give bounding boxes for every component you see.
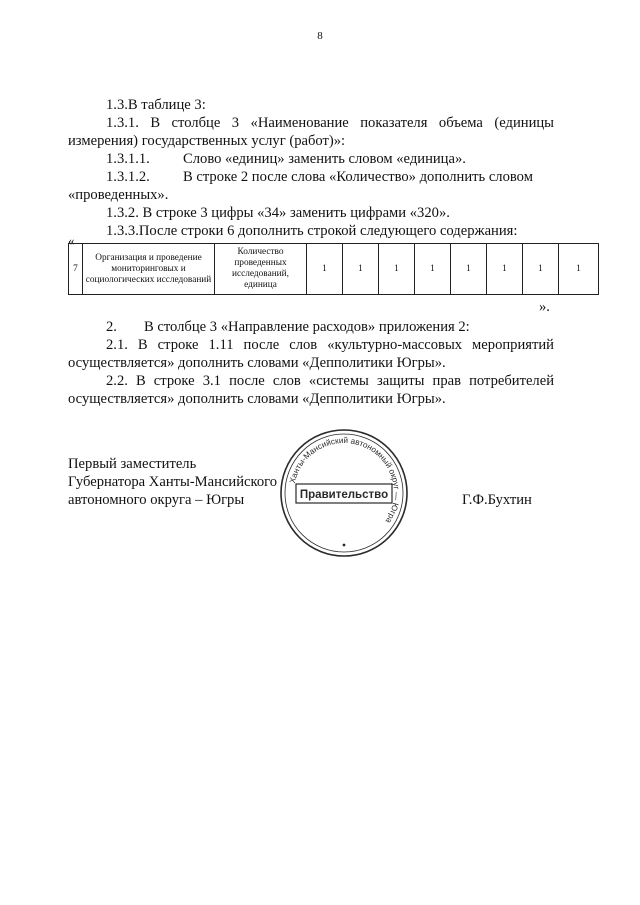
para-2-1-cont: осуществляется» дополнить словами «Депполитики Югры». <box>68 355 446 371</box>
para-1-3-1-1-number: 1.3.1.1. <box>106 151 150 167</box>
para-1-3-1-2-cont: «проведенных». <box>68 187 169 203</box>
para-1-3-1-1-text: Слово «единиц» заменить словом «единица». <box>183 151 466 167</box>
value-cell: 1 <box>451 244 487 295</box>
para-2-text: В столбце 3 «Направление расходов» приложения 2: <box>144 319 470 335</box>
para-1-3-3: 1.3.3.После строки 6 дополнить строкой следующего содержания: <box>106 223 518 239</box>
value-cell: 1 <box>487 244 523 295</box>
para-1-3-2: 1.3.2. В строке 3 цифры «34» заменить цифрами «320». <box>106 205 450 221</box>
value-cell: 1 <box>415 244 451 295</box>
para-2-2: 2.2. В строке 3.1 после слов «системы защиты прав потребителей <box>106 373 554 389</box>
para-2-1: 2.1. В строке 1.11 после слов «культурно-массовых мероприятий <box>106 337 554 353</box>
indicator-cell: Количество проведенных исследований, единица <box>215 244 307 295</box>
para-1-3-1-2 <box>106 168 533 186</box>
value-cell: 1 <box>343 244 379 295</box>
para-2-number: 2. <box>106 319 117 335</box>
para-2 <box>106 318 470 336</box>
signatory-position-line-3: автономного округа – Югры <box>68 492 245 508</box>
para-1-3: 1.3.В таблице 3: <box>106 97 206 113</box>
table-row <box>69 244 599 295</box>
official-seal-stamp <box>279 428 409 558</box>
page-number: 8 <box>317 30 323 42</box>
seal-dot <box>343 544 346 547</box>
opening-quote: « <box>68 233 75 248</box>
value-cell: 1 <box>379 244 415 295</box>
signatory-position-line-1: Первый заместитель <box>68 456 197 472</box>
service-name-cell: Организация и проведение мониторинговых и социологических исследований <box>83 244 215 295</box>
value-cell: 1 <box>307 244 343 295</box>
seal-center-text: Правительство <box>299 489 389 501</box>
seal-ring-text: Ханты-Мансийский автономный округ — Югра <box>288 435 402 525</box>
para-1-3-1: 1.3.1. В столбце 3 «Наименование показателя объема (единицы <box>106 115 554 131</box>
para-1-3-1-1 <box>106 150 466 168</box>
row-number-cell: 7 <box>69 244 83 295</box>
value-cell: 1 <box>523 244 559 295</box>
table-3-new-row <box>68 243 599 295</box>
para-1-3-1-2-number: 1.3.1.2. <box>106 169 150 185</box>
signatory-position-line-2: Губернатора Ханты-Мансийского <box>68 474 278 490</box>
para-1-3-1-2-text: В строке 2 после слова «Количество» дополнить словом <box>183 169 533 185</box>
para-2-2-cont: осуществляется» дополнить словами «Депполитики Югры». <box>68 391 446 407</box>
para-1-3-1-cont: измерения) государственных услуг (работ)»: <box>68 133 346 149</box>
signatory-name: Г.Ф.Бухтин <box>462 492 532 508</box>
value-cell: 1 <box>559 244 599 295</box>
closing-quote: ». <box>539 299 550 315</box>
